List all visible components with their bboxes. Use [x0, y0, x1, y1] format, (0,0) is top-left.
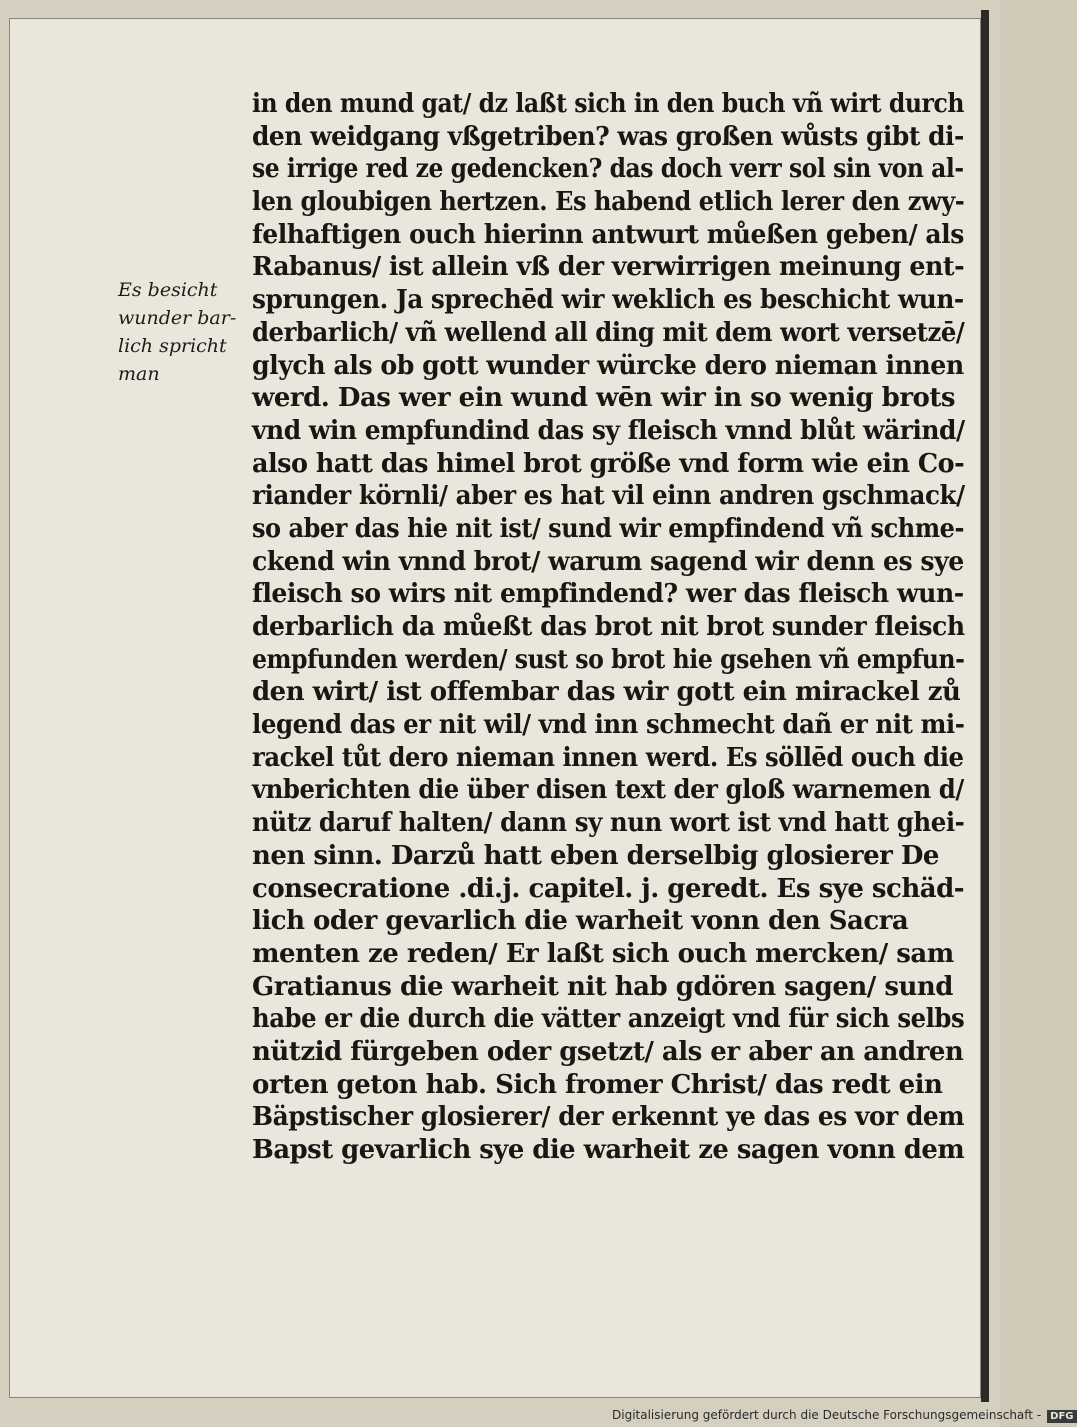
text-line: vnberichten die über disen text der gloß warnemen d/ — [252, 775, 964, 806]
text-line: rackel tůt dero nieman innen werd. Es söllēd ouch die — [252, 742, 964, 773]
margin-note — [118, 276, 236, 388]
text-line: legend das er nit wil/ vnd inn schmecht dañ er nit mi- — [252, 710, 965, 741]
text-line: felhaftigen ouch hierinn antwurt můeßen geben/ als — [252, 219, 964, 250]
margin-note-line: man — [118, 363, 160, 385]
margin-note-line: Es besicht — [118, 279, 218, 301]
text-line: consecratione .di.j. capitel. j. geredt. Es sye schäd- — [252, 873, 965, 904]
text-line: derbarlich da můeßt das brot nit brot sunder fleisch — [252, 612, 965, 642]
margin-note-line: wunder bar- — [118, 307, 237, 329]
text-line: orten geton hab. Sich fromer Christ/ das redt ein — [252, 1069, 943, 1100]
text-line: sprungen. Ja sprechēd wir weklich es beschicht wun- — [252, 285, 964, 316]
text-line: se irrige red ze gedencken? das doch verr sol sin von al- — [252, 154, 964, 185]
text-line: Bäpstischer glosierer/ der erkennt ye das es vor dem — [252, 1102, 965, 1133]
digitization-credit — [612, 1408, 1077, 1423]
text-line: nen sinn. Darzů hatt eben derselbig glosierer De — [252, 840, 939, 871]
dfg-logo: DFG — [1047, 1410, 1076, 1423]
text-line: also hatt das himel brot größe vnd form wie ein Co- — [252, 448, 965, 479]
text-line: so aber das hie nit ist/ sund wir empfindend vñ schme- — [252, 513, 964, 544]
text-line: vnd win empfundind das sy fleisch vnnd blůt wärind/ — [252, 415, 965, 446]
body-text — [252, 88, 972, 1167]
text-line: menten ze reden/ Er laßt sich ouch mercken/ sam — [252, 938, 954, 969]
text-line: habe er die durch die vätter anzeigt vnd für sich selbs — [252, 1004, 965, 1035]
text-line: nützid fürgeben oder gsetzt/ als er aber an andren — [252, 1036, 964, 1067]
text-line: den weidgang vßgetriben? was großen wůsts gibt di- — [252, 121, 964, 152]
text-line: derbarlich/ vñ wellend all ding mit dem wort versetzē/ — [252, 317, 965, 348]
margin-note-line: lich spricht — [118, 335, 227, 357]
text-line: ckend win vnnd brot/ warum sagend wir denn es sye — [252, 546, 964, 577]
text-line: nütz daruf halten/ dann sy nun wort ist vnd hatt ghei- — [252, 808, 965, 839]
text-line: in den mund gat/ dz laßt sich in den buch vñ wirt durch — [252, 89, 965, 119]
text-line: den wirt/ ist offembar das wir gott ein mirackel zů — [252, 677, 961, 708]
text-line: fleisch so wirs nit empfindend? wer das fleisch wun- — [252, 579, 964, 610]
text-line: glych als ob gott wunder würcke dero nieman innen — [252, 350, 964, 381]
text-line: werd. Das wer ein wund wēn wir in so wenig brots — [252, 383, 956, 414]
text-line: empfunden werden/ sust so brot hie gsehen vñ empfun- — [252, 644, 965, 675]
page-edge — [981, 10, 989, 1402]
text-line: lich oder gevarlich die warheit vonn den Sacra — [252, 906, 909, 937]
text-line: Rabanus/ ist allein vß der verwirrigen meinung ent- — [252, 252, 965, 283]
text-line: Gratianus die warheit nit hab gdören sagen/ sund — [252, 971, 953, 1002]
text-line: len gloubigen hertzen. Es habend etlich lerer den zwy- — [252, 187, 965, 218]
credit-text: Digitalisierung gefördert durch die Deutsche Forschungsgemeinschaft - — [612, 1408, 1042, 1422]
text-line: riander körnli/ aber es hat vil einn andren gschmack/ — [252, 481, 965, 512]
text-line: Bapst gevarlich sye die warheit ze sagen vonn dem — [252, 1135, 965, 1165]
